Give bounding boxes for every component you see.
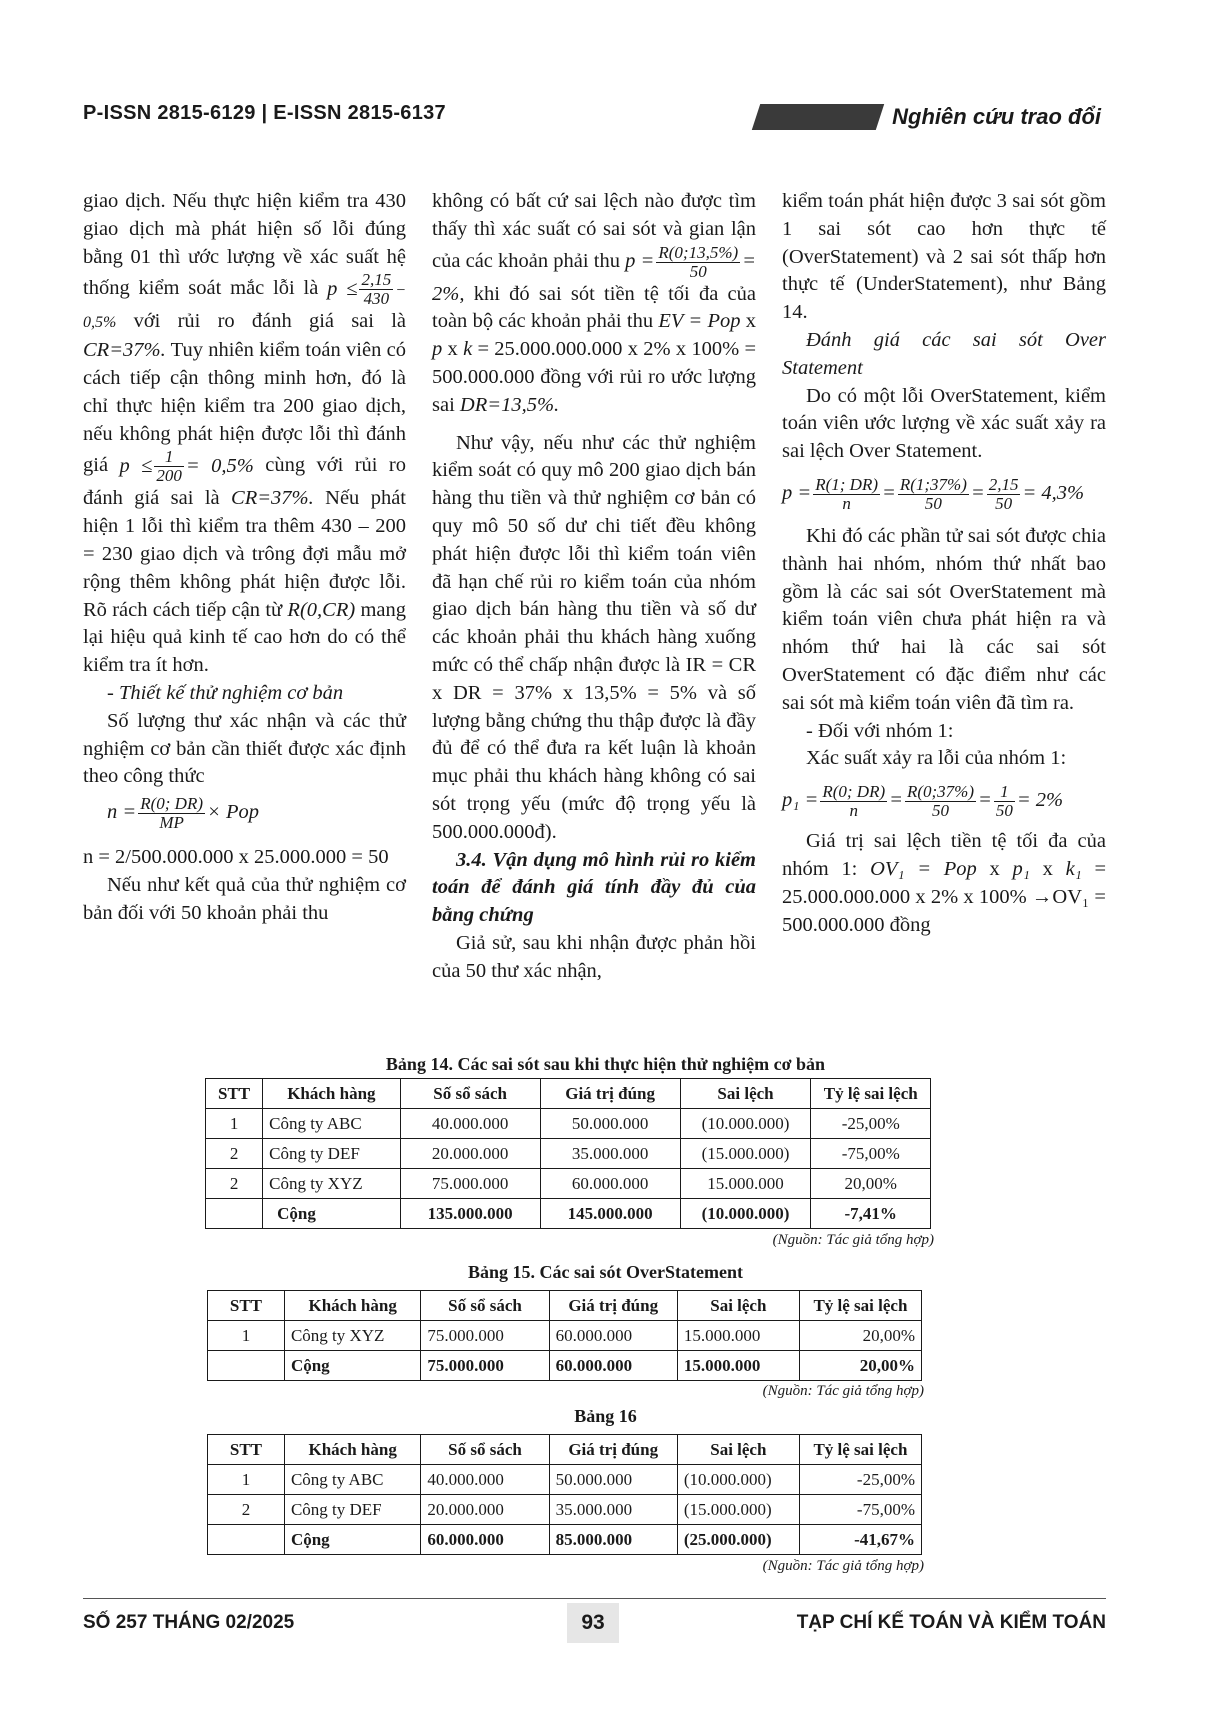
column-3 (782, 188, 1106, 939)
table-row: 2 Công ty DEF 20.000.000 35.000.000 (15.000.000) -75,00% (206, 1139, 931, 1169)
paragraph: n = 2/500.000.000 x 25.000.000 = 50 (83, 846, 389, 869)
subheading: - Thiết kế thử nghiệm cơ bản (107, 681, 344, 704)
table-total-row: Cộng 60.000.000 85.000.000 (25.000.000) -41,67% (208, 1525, 922, 1555)
table-row: 1 Công ty ABC 40.000.000 50.000.000 (10.000.000) -25,00% (208, 1465, 922, 1495)
formula-n: n = $\frac{R(0; DR)}{MP}$ × Pop (107, 794, 259, 833)
table-16-caption: Bảng 16 (574, 1406, 637, 1426)
table-15-caption: Bảng 15. Các sai sót OverStatement (468, 1262, 743, 1282)
table-16-source: (Nguồn: Tác giả tổng hợp) (762, 1558, 924, 1574)
paragraph: Do có một lỗi OverStatement, kiểm toán viên ước lượng về xác suất xảy ra sai lệch Over Statement. (782, 384, 1106, 463)
table-14-caption: Bảng 14. Các sai sót sau khi thực hiện thử nghiệm cơ bản (385, 1054, 826, 1074)
journal-name: TẠP CHÍ KẾ TOÁN VÀ KIỂM TOÁN (796, 1612, 1106, 1633)
formula-p-overstatement: p = $\frac{R(1; DR)}{n}$ = $\frac{R(1;37\%)}{50}$ = $\frac{2,15}{50}$ = 4,3% (782, 474, 1085, 513)
table-14 (205, 1078, 931, 1229)
issue-label: SỐ 257 THÁNG 02/2025 (83, 1612, 295, 1633)
subheading: Đánh giá các sai sót Over Statement (782, 328, 1106, 379)
paragraph: Khi đó các phần tử sai sót được chia thành hai nhóm, nhóm thứ nhất bao gồm là các sai sót OverStatement mà kiểm toán viên chưa phát hiện ra và nhóm thứ hai là các sai sót OverStatement có đặc điểm như các sai sót mà kiểm toán viên đã tìm ra. (782, 524, 1106, 714)
table-total-row: Cộng 135.000.000 145.000.000 (10.000.000) -7,41% (206, 1199, 931, 1229)
table-15-source: (Nguồn: Tác giả tổng hợp) (762, 1383, 924, 1399)
paragraph: Xác suất xảy ra lỗi của nhóm 1: (806, 747, 1067, 770)
table-14-source: (Nguồn: Tác giả tổng hợp) (772, 1232, 934, 1248)
paragraph: - Đối với nhóm 1: (806, 719, 954, 742)
issn-header: P-ISSN 2815-6129 | E-ISSN 2815-6137 (83, 102, 446, 124)
page-number: 93 (567, 1603, 619, 1643)
paragraph: giao dịch. Nếu thực hiện kiểm tra 430 giao dịch mà phát hiện số lỗi đúng bằng 01 thì ước lượng về xác suất hệ thống kiểm soát mắc lỗi là p ≤ $\frac{2,15}{430}$ − 0,5% với rủi ro đánh giá sai là CR=37%. Tuy nhiên kiểm toán viên có cách tiếp cận thông minh hơn, đó là chỉ thực hiện kiểm tra 200 giao dịch, nếu không phát hiện được lỗi thì đánh giá p ≤ $\frac{1}{200}$ = 0,5% cùng với rủi ro đánh giá sai là CR=37%. Nếu phát hiện 1 lỗi thì kiểm tra thêm 430 – 200 = 230 giao dịch và trông đợi mẫu mở rộng thêm không phát hiện được lỗi. Rõ rách cách tiếp cận từ R(0,CR) mang lại hiệu quả kinh tế cao hơn do có thể kiểm tra ít hơn. (83, 190, 406, 677)
paragraph: Số lượng thư xác nhận và các thử nghiệm cơ bản cần thiết được xác định theo công thức (83, 709, 406, 788)
paragraph: kiểm toán phát hiện được 3 sai sót gồm 1 sai sót cao hơn thực tế (OverStatement) và 2 sai sót thấp hơn thực tế (UnderStatement), như Bảng 14. (782, 190, 1106, 324)
formula-p-13: p = $\frac{R(0;13,5\%)}{50}$ = 2%, (432, 242, 756, 305)
table-header-row: STT Khách hàng Số sổ sách Giá trị đúng Sai lệch Tỷ lệ sai lệch (208, 1435, 922, 1465)
table-row: 1 Công ty ABC 40.000.000 50.000.000 (10.000.000) -25,00% (206, 1109, 931, 1139)
table-header-row: STT Khách hàng Số sổ sách Giá trị đúng Sai lệch Tỷ lệ sai lệch (208, 1291, 922, 1321)
table-16 (207, 1434, 922, 1555)
paragraph: Giá trị sai lệch tiền tệ tối đa của nhóm 1: OV₁ = Pop x p₁ x k₁ = 25.000.000.000 x 2% x 100% →OV₁ = 500.000.000 đồng (782, 830, 1107, 936)
section-title: Nghiên cứu trao đổi (892, 104, 1101, 129)
table-row: 2 Công ty DEF 20.000.000 35.000.000 (15.000.000) -75,00% (208, 1495, 922, 1525)
formula-p-430: p ≤ $\frac{2,15}{430}$ − 0,5% (83, 270, 406, 332)
table-row: 1 Công ty XYZ 75.000.000 60.000.000 15.000.000 20,00% (208, 1321, 922, 1351)
paragraph: Giả sử, sau khi nhận được phản hồi của 50 thư xác nhận, (432, 931, 756, 982)
formula-p-200: p ≤ $\frac{1}{200}$ = 0,5% (119, 447, 254, 486)
column-2 (432, 188, 756, 986)
paragraph: không có bất cứ sai lệch nào được tìm thấy thì xác suất có sai sót và gian lận của các khoản phải thu p = $\frac{R(0;13,5\%)}{50}$ = 2%, khi đó sai sót tiền tệ tối đa của toàn bộ các khoản phải thu EV = Pop x p x k = 25.000.000.000 x 2% x 100% = 500.000.000 đồng với rủi ro ước lượng sai DR=13,5%. (432, 190, 757, 416)
table-header-row: STT Khách hàng Số sổ sách Giá trị đúng Sai lệch Tỷ lệ sai lệch (206, 1079, 931, 1109)
column-1 (83, 188, 406, 928)
footer-divider (83, 1598, 1106, 1599)
section-heading: 3.4. Vận dụng mô hình rủi ro kiểm toán để đánh giá tính đầy đủ của bằng chứng (432, 848, 756, 927)
table-total-row: Cộng 75.000.000 60.000.000 15.000.000 20,00% (208, 1351, 922, 1381)
header-decor-bar (752, 104, 884, 130)
table-row: 2 Công ty XYZ 75.000.000 60.000.000 15.000.000 20,00% (206, 1169, 931, 1199)
paragraph: Nếu như kết quả của thử nghiệm cơ bản đối với 50 khoản phải thu (83, 873, 406, 924)
table-15 (207, 1290, 922, 1381)
formula-p1: p₁ = $\frac{R(0; DR)}{n}$ = $\frac{R(0;37\%)}{50}$ = $\frac{1}{50}$ = 2% (782, 782, 1064, 821)
paragraph: Như vậy, nếu như các thử nghiệm kiểm soát có quy mô 200 giao dịch bán hàng thu tiền và thử nghiệm cơ bản có quy mô 50 số dư chi tiết đều không phát hiện được lỗi thì kiểm toán viên đã hạn chế rủi ro kiểm toán của nhóm giao dịch bán hàng thu tiền và số dư các khoản phải thu khách hàng xuống mức có thể chấp nhận được là IR = CR x DR = 37% x 13,5% = 5% và số lượng bằng chứng thu thập được là đầy đủ để có thể đưa ra kết luận là khoản mục phải thu khách hàng không có sai sót trọng yếu (mức độ trọng yếu là 500.000.000đ). (432, 431, 756, 843)
